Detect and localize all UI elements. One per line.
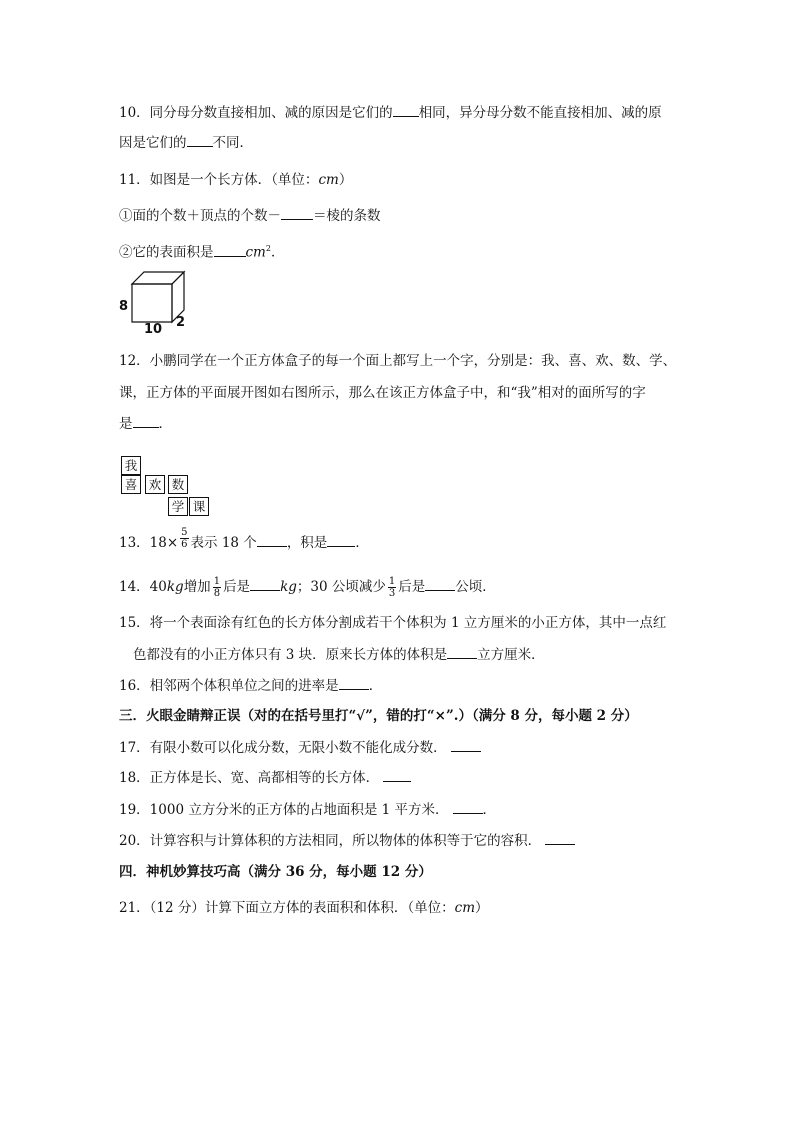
question-12-line-2: 课，正方体的平面展开图如右图所示，那么在该正方体盒子中，和“我”相对的面所写的字	[119, 385, 646, 401]
q20-text: 20．计算容积与计算体积的方法相同，所以物体的体积等于它的容积．	[119, 833, 542, 849]
q16-text: 16．相邻两个体积单位之间的进率是	[119, 678, 339, 694]
q11-sub1-text-b: ＝棱的条数	[313, 208, 381, 224]
question-11-title	[119, 171, 352, 189]
q14-text-e: 后是	[398, 579, 426, 595]
q13-text-a: 13．18×	[119, 535, 179, 551]
fraction-numerator: 1	[213, 576, 221, 587]
question-18	[119, 769, 411, 787]
unit-cm: cm	[318, 172, 339, 188]
q11-text: 11．如图是一个长方体．（单位：	[119, 172, 319, 188]
answer-blank	[545, 832, 575, 845]
fraction-1-8	[213, 576, 221, 599]
section-3-heading: 三．火眼金睛辩正误（对的在括号里打“√”，错的打“×”.）（满分 8 分，每小题 2 分）	[119, 708, 638, 724]
q14-text-f: 公顷．	[455, 579, 496, 595]
answer-blank	[187, 134, 213, 147]
question-12-line-3	[119, 415, 172, 433]
question-14	[119, 576, 496, 599]
answer-blank	[214, 244, 246, 257]
unit-cm: cm	[245, 244, 266, 261]
q19-end: ．	[482, 802, 496, 818]
q21-text: 21．（12 分）计算下面立方体的表面积和体积．（单位：	[119, 900, 455, 916]
unit-exponent: 2	[265, 244, 271, 253]
answer-blank	[425, 578, 455, 591]
q15-text-a: 色都没有的小正方体只有 3 块．原来长方体的体积是	[133, 647, 448, 663]
unit-kg: kg	[166, 579, 184, 595]
question-10-line-2	[119, 134, 253, 152]
answer-blank	[393, 104, 419, 117]
q18-text: 18．正方体是长、宽、高都相等的长方体．	[119, 770, 380, 786]
net-cell-shu: 数	[168, 475, 188, 494]
answer-blank	[383, 769, 411, 782]
q10-text-a: 10．同分母分数直接相加、减的原因是它们的	[119, 105, 393, 121]
q14-text-c: 后是	[223, 579, 251, 595]
cuboid-length-label: 10	[144, 322, 163, 337]
fraction-numerator: 5	[181, 527, 188, 538]
q10-text-c: 因是它们的	[119, 135, 187, 151]
unit-kg: kg	[280, 579, 297, 595]
q13-text-c: ，积是	[286, 535, 328, 551]
question-17	[119, 739, 481, 757]
q13-text-b: 表示 18 个	[190, 535, 257, 551]
answer-blank	[453, 801, 483, 814]
q13-end: ．	[355, 535, 369, 551]
answer-blank	[451, 739, 481, 752]
fraction-numerator: 1	[388, 576, 396, 587]
question-12-line-1: 12．小鹏同学在一个正方体盒子的每一个面上都写上一个字，分别是：我、喜、欢、数、学、	[119, 353, 677, 369]
question-21	[119, 899, 489, 917]
q14-text-a: 14．40	[119, 579, 167, 595]
net-cell-wo: 我	[121, 456, 141, 475]
q21-paren: ）	[475, 900, 489, 916]
q10-text-b: 相同，异分母分数不能直接相加、减的原	[418, 105, 662, 121]
net-cell-ke: 课	[189, 497, 209, 516]
fraction-5-6	[180, 527, 188, 550]
q11-sub2-end: ．	[270, 244, 285, 261]
question-15-line-2	[133, 646, 545, 664]
question-11-sub-2	[119, 240, 284, 262]
net-cell-xi: 喜	[121, 475, 141, 494]
cuboid-width-label: 2	[176, 315, 186, 330]
question-11-sub-1	[119, 207, 381, 225]
question-20	[119, 832, 575, 850]
net-cell-huan: 欢	[145, 475, 165, 494]
q11-sub1-text-a: ①面的个数＋顶点的个数－	[119, 208, 281, 224]
answer-blank	[327, 534, 355, 547]
question-10-line-1	[119, 104, 662, 122]
answer-blank	[257, 534, 287, 547]
question-15-line-1: 15．将一个表面涂有红色的长方体分割成若干个体积为 1 立方厘米的小正方体，其中一点红	[119, 615, 667, 631]
fraction-denominator: 6	[181, 539, 188, 550]
q11-sub2-text: ②它的表面积是	[119, 244, 214, 261]
q16-end: ．	[368, 678, 383, 694]
q17-text: 17．有限小数可以化成分数，无限小数不能化成分数．	[119, 740, 447, 756]
q14-text-b: 增加	[183, 579, 211, 595]
fraction-denominator: 3	[388, 588, 396, 599]
net-cell-xue: 学	[168, 497, 188, 516]
answer-blank	[250, 578, 280, 591]
question-19	[119, 801, 496, 819]
q12-end: ．	[158, 416, 172, 432]
fraction-1-3	[388, 576, 396, 599]
answer-blank	[339, 677, 369, 690]
q11-paren: ）	[338, 172, 353, 188]
question-16	[119, 677, 382, 695]
q19-text: 19．1000 立方分米的正方体的占地面积是 1 平方米．	[119, 802, 449, 818]
q12-text: 是	[119, 416, 133, 432]
section-4-heading: 四．神机妙算技巧高（满分 36 分，每小题 12 分）	[119, 864, 432, 880]
fraction-denominator: 8	[213, 588, 221, 599]
q15-text-b: 立方厘米．	[477, 647, 545, 663]
q10-text-d: 不同．	[212, 135, 253, 151]
answer-blank	[281, 207, 313, 220]
answer-blank	[447, 646, 477, 659]
unit-cm: cm	[454, 900, 476, 916]
question-13	[119, 527, 369, 552]
q14-text-d: ；30 公顷减少	[296, 579, 386, 595]
cuboid-height-label: 8	[119, 299, 129, 314]
answer-blank	[133, 415, 159, 428]
